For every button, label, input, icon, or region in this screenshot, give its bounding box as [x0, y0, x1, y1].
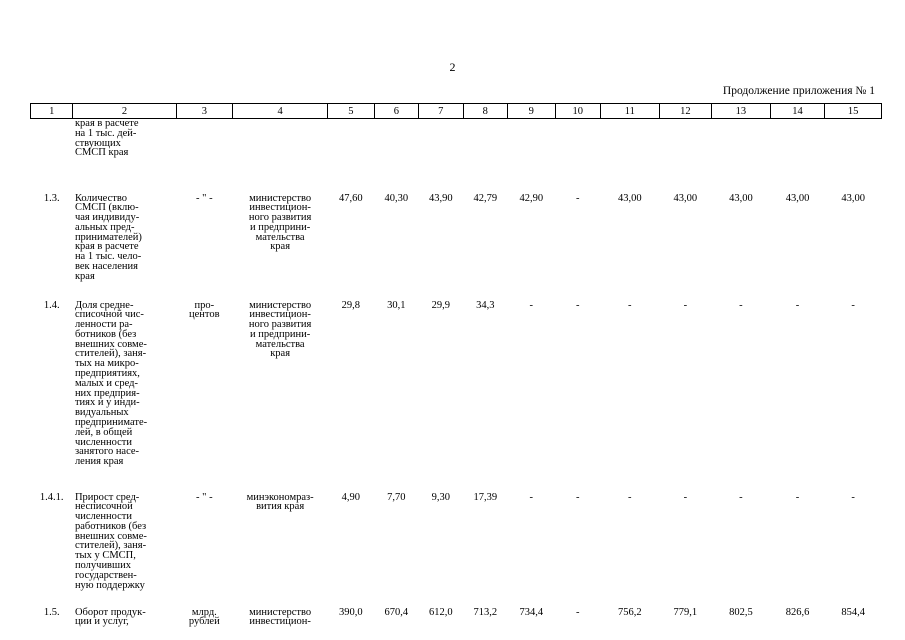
value-cell: - — [851, 491, 855, 503]
value-cell: 802,5 — [729, 606, 753, 618]
value-cell: 29,9 — [431, 299, 450, 311]
value-cell: - — [739, 491, 743, 503]
column-header: 1 — [31, 104, 73, 119]
value-cell: 29,8 — [341, 299, 361, 311]
responsible-body: министерство инвестицион- ного развития и предприни- мательства края — [248, 192, 312, 253]
column-header: 3 — [176, 104, 233, 119]
value-cell: - — [575, 192, 580, 204]
indicator-name: Количество СМСП (вклю- чая индивиду- альных пред- принимателей) края в расчете на 1 тыс. чело- век населения края — [74, 192, 142, 282]
row-number: 1.5. — [43, 606, 60, 618]
table-row — [31, 294, 882, 486]
unit: - " - — [196, 192, 213, 204]
column-header: 4 — [233, 104, 328, 119]
column-header: 13 — [712, 104, 771, 119]
value-cell: 826,6 — [785, 606, 810, 618]
responsible-body: министерство инвестицион- — [249, 606, 312, 628]
value-cell: - — [851, 299, 855, 311]
value-cell: 34,3 — [476, 299, 495, 311]
value-cell: - — [683, 299, 688, 311]
value-cell: - — [529, 491, 533, 503]
responsible-body: минэкономраз- вития края — [246, 491, 314, 513]
column-header: 9 — [508, 104, 556, 119]
value-cell: 4,90 — [341, 491, 361, 503]
value-cell: 43,00 — [785, 192, 810, 204]
value-cell: - — [628, 299, 632, 311]
value-cell: 43,00 — [729, 192, 753, 204]
value-cell: 612,0 — [428, 606, 453, 618]
column-header: 7 — [419, 104, 463, 119]
table-row — [31, 601, 882, 631]
column-header: 12 — [659, 104, 712, 119]
value-cell: 42,90 — [519, 192, 544, 204]
column-header: 6 — [374, 104, 418, 119]
column-header: 5 — [328, 104, 374, 119]
value-cell: 43,00 — [841, 192, 865, 204]
value-cell: 43,00 — [673, 192, 698, 204]
row-number: 1.4. — [43, 299, 60, 311]
value-cell: 779,1 — [673, 606, 698, 618]
value-cell: 40,30 — [384, 192, 409, 204]
value-cell: 670,4 — [384, 606, 409, 618]
value-cell: 713,2 — [473, 606, 498, 618]
value-cell: - — [575, 606, 580, 618]
table-row — [31, 119, 882, 187]
table-row — [31, 486, 882, 601]
value-cell: 7,70 — [387, 491, 406, 503]
page-number: 2 — [449, 60, 456, 74]
value-cell: 43,00 — [617, 192, 642, 204]
column-header: 8 — [463, 104, 507, 119]
row-number — [31, 119, 73, 187]
value-cell: - — [529, 299, 533, 311]
appendix-continuation-note: Продолжение приложения № 1 — [722, 85, 875, 97]
value-cell: 30,1 — [387, 299, 406, 311]
value-cell: - — [628, 491, 632, 503]
value-cell: - — [575, 299, 580, 311]
value-cell: 756,2 — [617, 606, 642, 618]
value-cell: 390,0 — [339, 606, 363, 618]
value-cell: 854,4 — [841, 606, 865, 618]
column-header: 2 — [73, 104, 176, 119]
value-cell: 47,60 — [339, 192, 363, 204]
value-cell: - — [683, 491, 688, 503]
column-number-row — [31, 104, 882, 119]
value-cell: - — [575, 491, 580, 503]
indicator-name: Прирост сред- несписочной численности работников (без внешних совме- стителей), заня- тых у СМСП, получивших государствен- ную поддержку — [74, 491, 147, 591]
value-cell: 734,4 — [519, 606, 544, 618]
value-cell: 43,90 — [428, 192, 453, 204]
value-cell: - — [795, 299, 800, 311]
responsible-body: министерство инвестицион- ного развития и предприни- мательства края — [248, 299, 312, 360]
row-number: 1.4.1. — [39, 491, 64, 503]
unit: про- центов — [189, 299, 220, 321]
column-header: 15 — [825, 104, 882, 119]
column-header: 14 — [770, 104, 825, 119]
value-cell: - — [739, 299, 743, 311]
unit: - " - — [196, 491, 213, 503]
indicator-name: Оборот продук- ции и услуг, — [74, 606, 146, 628]
column-header: 11 — [600, 104, 659, 119]
value-cell: 9,30 — [431, 491, 450, 503]
indicator-name: Доля средне- списочной чис- ленности ра- ботников (без внешних совме- стителей), заня- тых на микро- предприятиях, малых и сред- них предприя- тиях и у инди- видуальных предпринимате- лей, в общей численности занятого насе- ления края — [74, 299, 148, 468]
value-cell: 17,39 — [473, 491, 498, 503]
table-row — [31, 187, 882, 294]
column-header: 10 — [555, 104, 600, 119]
row-number: 1.3. — [43, 192, 60, 204]
indicators-table — [30, 103, 882, 631]
value-cell: - — [795, 491, 800, 503]
indicator-name: края в расчете на 1 тыс. дей- ствующих СМСП края — [74, 118, 139, 159]
value-cell: 42,79 — [473, 192, 498, 204]
unit: млрд. рублей — [188, 606, 220, 628]
